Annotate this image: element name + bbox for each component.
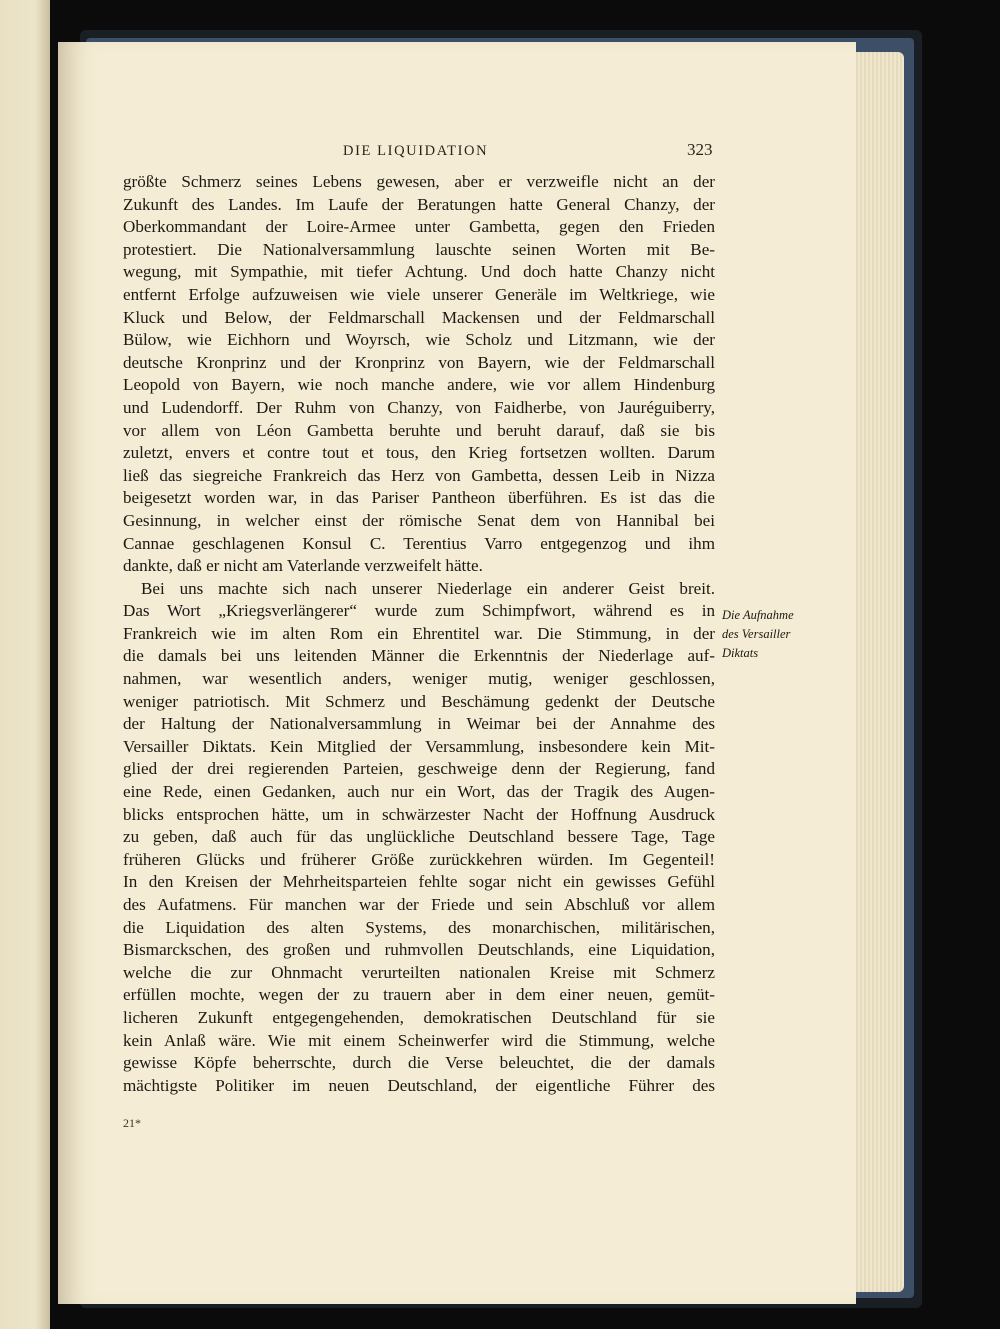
text-line: gewisse Köpfe beherrschte, durch die Verse beleuchtet, die der damals	[123, 1053, 715, 1073]
text-line: wegung, mit Sympathie, mit tiefer Achtung. Und doch hatte Chanzy nicht	[123, 262, 715, 282]
text-line: der Haltung der Nationalversammlung in Weimar bei der Annahme des	[123, 714, 715, 734]
text-line: In den Kreisen der Mehrheitsparteien fehlte sogar nicht ein gewisses Gefühl	[123, 872, 715, 892]
text-line: welche die zur Ohnmacht verurteilten nationalen Kreise mit Schmerz	[123, 962, 715, 982]
running-title: DIE LIQUIDATION	[343, 143, 489, 159]
text-line: deutsche Kronprinz und der Kronprinz von Bayern, wie der Feldmarschall	[123, 352, 715, 372]
text-line: früheren Glücks und früherer Größe zurückkehren würden. Im Gegenteil!	[123, 849, 715, 869]
text-line: Zukunft des Landes. Im Laufe der Beratungen hatte General Chanzy, der	[123, 194, 715, 214]
text-line: dankte, daß er nicht am Vaterlande verzweifelt hätte.	[123, 556, 483, 576]
text-line: Das Wort „Kriegsverlängerer“ wurde zum Schimpfwort, während es in	[123, 601, 715, 621]
text-line: Frankreich wie im alten Rom ein Ehrentitel war. Die Stimmung, in der	[123, 623, 715, 643]
text-line: licheren Zukunft entgegengehenden, demokratischen Deutschland für sie	[123, 1007, 715, 1027]
text-line: eine Rede, einen Gedanken, auch nur ein Wort, das der Tragik des Augen-	[123, 782, 715, 802]
text-line: glied der drei regierenden Parteien, geschweige denn der Regierung, fand	[123, 759, 715, 779]
text-line: vor allem von Léon Gambetta beruhte und beruht darauf, daß sie bis	[123, 420, 715, 440]
body-text	[123, 171, 715, 1097]
text-line: Bei uns machte sich nach unserer Niederlage ein anderer Geist breit.	[141, 578, 715, 598]
text-line: Bismarckschen, des großen und ruhmvollen Deutschlands, eine Liquidation,	[123, 940, 715, 960]
text-line: Kluck und Below, der Feldmarschall Mackensen und der Feldmarschall	[123, 307, 715, 327]
signature-mark: 21*	[123, 1116, 141, 1130]
text-line: protestiert. Die Nationalversammlung lauschte seinen Worten mit Be-	[123, 239, 715, 259]
text-line: Oberkommandant der Loire-Armee unter Gambetta, gegen den Frieden	[123, 217, 715, 237]
margin-note-line: Die Aufnahme	[722, 608, 794, 622]
text-line: des Aufatmens. Für manchen war der Friede und sein Abschluß vor allem	[123, 895, 715, 914]
text-line: weniger patriotisch. Mit Schmerz und Beschämung gedenkt der Deutsche	[123, 691, 715, 711]
text-line: Gesinnung, in welcher einst der römische Senat dem von Hannibal bei	[123, 510, 715, 530]
text-line: Leopold von Bayern, wie noch manche andere, wie vor allem Hindenburg	[123, 375, 715, 395]
text-line: mächtigste Politiker im neuen Deutschland, der eigentliche Führer des	[123, 1075, 715, 1095]
text-line: ließ das siegreiche Frankreich das Herz von Gambetta, dessen Leib in Nizza	[123, 465, 715, 485]
text-line: die Liquidation des alten Systems, des monarchischen, militärischen,	[123, 917, 715, 937]
text-line: kein Anlaß wäre. Wie mit einem Scheinwerfer wird die Stimmung, welche	[123, 1030, 715, 1050]
text-line: die damals bei uns leitenden Männer die Erkenntnis der Niederlage auf-	[123, 646, 715, 666]
text-line: nahmen, war wesentlich anders, weniger mutig, weniger geschlossen,	[123, 669, 715, 689]
text-line: erfüllen mochte, wegen der zu trauern aber in dem einer neuen, gemüt-	[123, 985, 715, 1005]
text-line: Cannae geschlagenen Konsul C. Terentius Varro entgegenzog und ihm	[123, 533, 715, 553]
margin-note-line: Diktats	[722, 646, 759, 660]
text-line: beigesetzt worden war, in das Pariser Pantheon überführen. Es ist das die	[123, 488, 715, 508]
text-line: zuletzt, envers et contre tout et tous, den Krieg fortsetzen wollten. Darum	[123, 443, 715, 463]
text-line: Bülow, wie Eichhorn und Woyrsch, wie Scholz und Litzmann, wie der	[123, 330, 715, 350]
text-line: blicks entsprochen hätte, um in schwärzester Nacht der Hoffnung Ausdruck	[123, 804, 715, 824]
text-line: Versailler Diktats. Kein Mitglied der Versammlung, insbesondere kein Mit-	[123, 736, 715, 756]
text-line: und Ludendorff. Der Ruhm von Chanzy, von Faidherbe, von Jauréguiberry,	[123, 397, 715, 417]
margin-note	[722, 606, 832, 663]
page-number: 323	[687, 140, 713, 159]
left-page-edge	[0, 0, 50, 1329]
margin-note-line: des Versailler	[722, 627, 791, 641]
text-line: zu geben, daß auch für das unglückliche Deutschland bessere Tage, Tage	[123, 827, 715, 847]
text-line: größte Schmerz seines Lebens gewesen, aber er verzweifle nicht an der	[123, 172, 715, 191]
text-line: entfernt Erfolge aufzuweisen wie viele unserer Generäle im Weltkriege, wie	[123, 284, 715, 304]
